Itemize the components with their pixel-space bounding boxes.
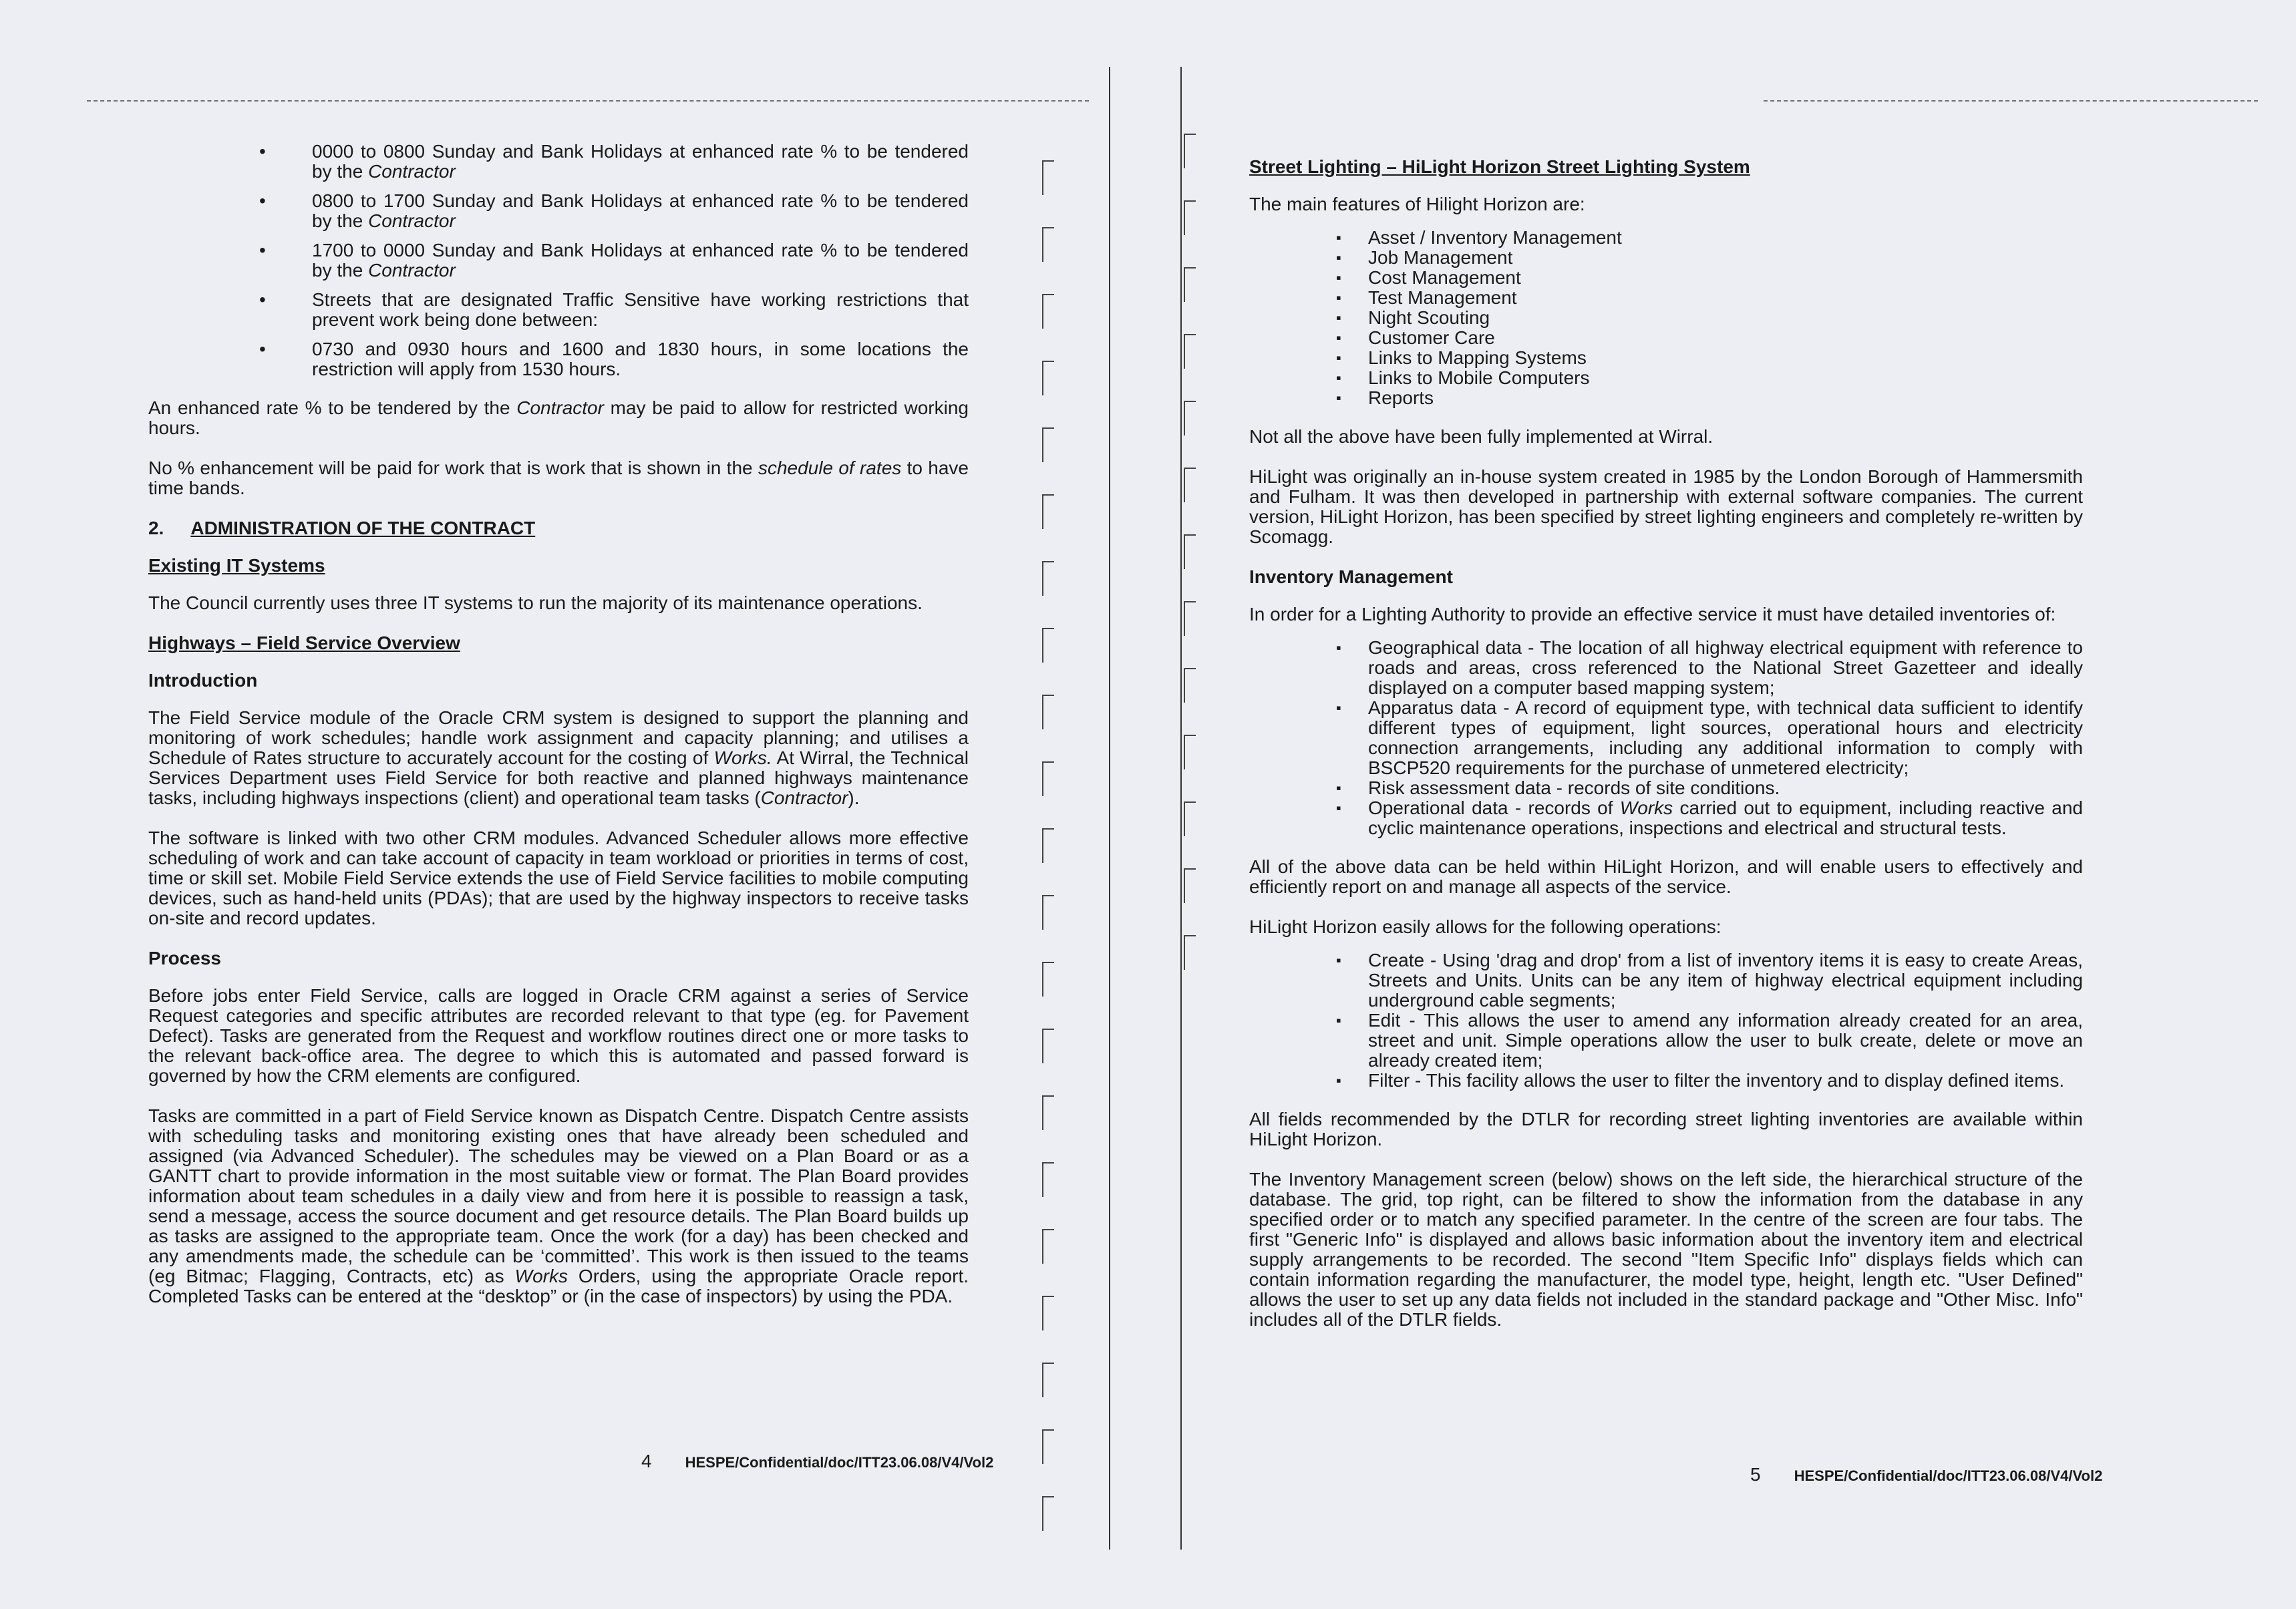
- page-top-rule: [1764, 100, 2258, 102]
- list-item: ▪ Filter - This facility allows the user to filter the inventory and to display defined items.: [1336, 1071, 2083, 1091]
- street-lighting-heading: Street Lighting – HiLight Horizon Street Lighting System: [1249, 156, 1750, 177]
- process-heading: Process: [148, 948, 221, 968]
- right-page-body: [1249, 157, 2083, 1350]
- page-number: 4: [641, 1451, 652, 1471]
- list-item: ▪ Geographical data - The location of all highway electrical equipment with reference to roads and areas, cross referenced to the National Street Gazetteer and ideally displayed on a computer based mapping system;: [1336, 638, 2083, 698]
- no-enhancement-paragraph: No % enhancement will be paid for work that is work that is shown in the schedule of rates to have time bands.: [148, 458, 969, 498]
- section-number: 2.: [148, 518, 164, 538]
- list-item: • 0730 and 0930 hours and 1600 and 1830 hours, in some locations the restriction will apply from 1530 hours.: [262, 339, 969, 379]
- intro-paragraph: The Field Service module of the Oracle CRM system is designed to support the planning and monitoring of work schedules; handle work assignment and capacity planning; and utilises a Schedule of Rates structure to accurately account for the costing of Works. At Wirral, the Technical Services Department uses Field Service for both reactive and planned highways maintenance tasks, including highways inspections (client) and operational team tasks (Contractor).: [148, 707, 969, 808]
- page-number: 5: [1750, 1464, 1761, 1485]
- right-page-footer: [1750, 1464, 2102, 1485]
- list-item: ▪ Asset / Inventory Management: [1336, 228, 2083, 248]
- page-top-rule: [87, 100, 1089, 102]
- list-item: ▪ Create - Using 'drag and drop' from a list of inventory items it is easy to create Areas, Streets and Units. Units can be any item of highway electrical equipment including underground cable segments;: [1336, 950, 2083, 1011]
- above-data-paragraph: All of the above data can be held within HiLight Horizon, and will enable users to effectively and efficiently report on and manage all aspects of the service.: [1249, 856, 2083, 897]
- enhanced-rate-paragraph: An enhanced rate % to be tendered by the Contractor may be paid to allow for restricted working hours.: [148, 397, 969, 438]
- inventory-heading: Inventory Management: [1249, 566, 1453, 587]
- inventory-list: [1336, 638, 2083, 838]
- existing-it-paragraph: The Council currently uses three IT systems to run the majority of its maintenance operations.: [148, 592, 923, 613]
- gutter-line-left: [1109, 67, 1110, 1550]
- document-reference: HESPE/Confidential/doc/ITT23.06.08/V4/Vol2: [1794, 1467, 2103, 1484]
- dtlr-paragraph: All fields recommended by the DTLR for recording street lighting inventories are available within HiLight Horizon.: [1249, 1109, 2083, 1149]
- operations-intro: HiLight Horizon easily allows for the following operations:: [1249, 916, 1721, 937]
- left-page-footer: [641, 1451, 993, 1472]
- document-reference: HESPE/Confidential/doc/ITT23.06.08/V4/Vol2: [685, 1454, 994, 1471]
- history-paragraph: HiLight was originally an in-house system created in 1985 by the London Borough of Hammersmith and Fulham. It was then developed in partnership with external software companies. The current version, HiLight Horizon, has been specified by street lighting engineers and completely re-written by Scomagg.: [1249, 466, 2083, 547]
- list-item: ▪ Links to Mobile Computers: [1336, 368, 2083, 388]
- list-item: • 1700 to 0000 Sunday and Bank Holidays at enhanced rate % to be tendered by the Contractor: [262, 240, 969, 281]
- list-item: • Streets that are designated Traffic Sensitive have working restrictions that prevent work being done between:: [262, 290, 969, 330]
- screen-description-paragraph: The Inventory Management screen (below) shows on the left side, the hierarchical structure of the database. The grid, top right, can be filtered to show the information from the database in any specified order or to match any specified parameter. In the centre of the screen are four tabs. The first "Generic Info" is displayed and allows basic information about the inventory item and electrical supply arrangements to be recorded. The second "Item Specific Info" displays fields which can contain information regarding the manufacturer, the model type, height, length etc. "User Defined" allows the user to set up any data fields not included in the standard package and "Other Misc. Info" includes all of the DTLR fields.: [1249, 1169, 2083, 1330]
- section-title: ADMINISTRATION OF THE CONTRACT: [190, 518, 536, 538]
- list-item: ▪ Customer Care: [1336, 328, 2083, 348]
- operations-list: [1336, 950, 2083, 1091]
- inventory-intro: In order for a Lighting Authority to provide an effective service it must have detailed inventories of:: [1249, 604, 2056, 624]
- list-item: ▪ Operational data - records of Works carried out to equipment, including reactive and cyclic maintenance operations, inspections and electrical and structural tests.: [1336, 798, 2083, 838]
- left-page-body: [148, 142, 969, 1326]
- highways-heading: Highways – Field Service Overview: [148, 633, 460, 653]
- list-item: ▪ Job Management: [1336, 248, 2083, 268]
- process-paragraph: Before jobs enter Field Service, calls are logged in Oracle CRM against a series of Service Request categories and specific attributes are recorded relevant to that type (eg. for Pavement Defect). Tasks are generated from the Request and workflow routines direct one or more tasks to the relevant back-office area. The degree to which this is automated and passed forward is governed by how the CRM elements are configured.: [148, 985, 969, 1086]
- list-item: ▪ Night Scouting: [1336, 308, 2083, 328]
- list-item: ▪ Cost Management: [1336, 268, 2083, 288]
- list-item: ▪ Reports: [1336, 388, 2083, 408]
- software-paragraph: The software is linked with two other CRM modules. Advanced Scheduler allows more effective scheduling of work and can take account of capacity in team workload or priorities in terms of cost, time or skill set. Mobile Field Service extends the use of Field Service facilities to mobile computing devices, such as hand-held units (PDAs); that are used by the highway inspectors to receive tasks on-site and record updates.: [148, 828, 969, 928]
- right-page: [1176, 0, 2296, 1609]
- left-page: [0, 0, 1102, 1609]
- tasks-paragraph: Tasks are committed in a part of Field Service known as Dispatch Centre. Dispatch Centre assists with scheduling tasks and monitoring existing ones that have already been scheduled and assigned (via Advanced Scheduler). The schedules may be viewed on a Plan Board or as a GANTT chart to provide information in the most suitable view or format. The Plan Board provides information about team schedules in a daily view and from here it is possible to reassign a task, send a message, access the source document and get resource details. The Plan Board builds up as tasks are assigned to the appropriate team. Once the work (for a day) has been checked and any amendments made, the schedule can be ‘committed’. This work is then issued to the teams (eg Bitmac; Flagging, Contracts, etc) as Works Orders, using the appropriate Oracle report. Completed Tasks can be entered at the “desktop” or (in the case of inspectors) by using the PDA.: [148, 1105, 969, 1306]
- features-list: [1336, 228, 2083, 408]
- list-item: • 0000 to 0800 Sunday and Bank Holidays at enhanced rate % to be tendered by the Contractor: [262, 142, 969, 182]
- list-item: ▪ Edit - This allows the user to amend any information already created for an area, street and unit. Simple operations allow the user to bulk create, delete or move an already created item;: [1336, 1011, 2083, 1071]
- existing-it-heading: Existing IT Systems: [148, 555, 325, 576]
- working-hours-list: [262, 142, 969, 379]
- section-heading: [148, 518, 969, 538]
- list-item: ▪ Apparatus data - A record of equipment type, with technical data sufficient to identify different types of equipment, light sources, operational hours and electricity connection arrangements, including any additional information to comply with BSCP520 requirements for the purchase of unmetered electricity;: [1336, 698, 2083, 778]
- list-item: ▪ Risk assessment data - records of site conditions.: [1336, 778, 2083, 798]
- introduction-heading: Introduction: [148, 670, 258, 691]
- list-item: ▪ Test Management: [1336, 288, 2083, 308]
- list-item: ▪ Links to Mapping Systems: [1336, 348, 2083, 368]
- list-item: • 0800 to 1700 Sunday and Bank Holidays at enhanced rate % to be tendered by the Contractor: [262, 191, 969, 231]
- not-all-implemented-text: Not all the above have been fully implemented at Wirral.: [1249, 426, 1713, 447]
- features-intro: The main features of Hilight Horizon are:: [1249, 194, 1585, 214]
